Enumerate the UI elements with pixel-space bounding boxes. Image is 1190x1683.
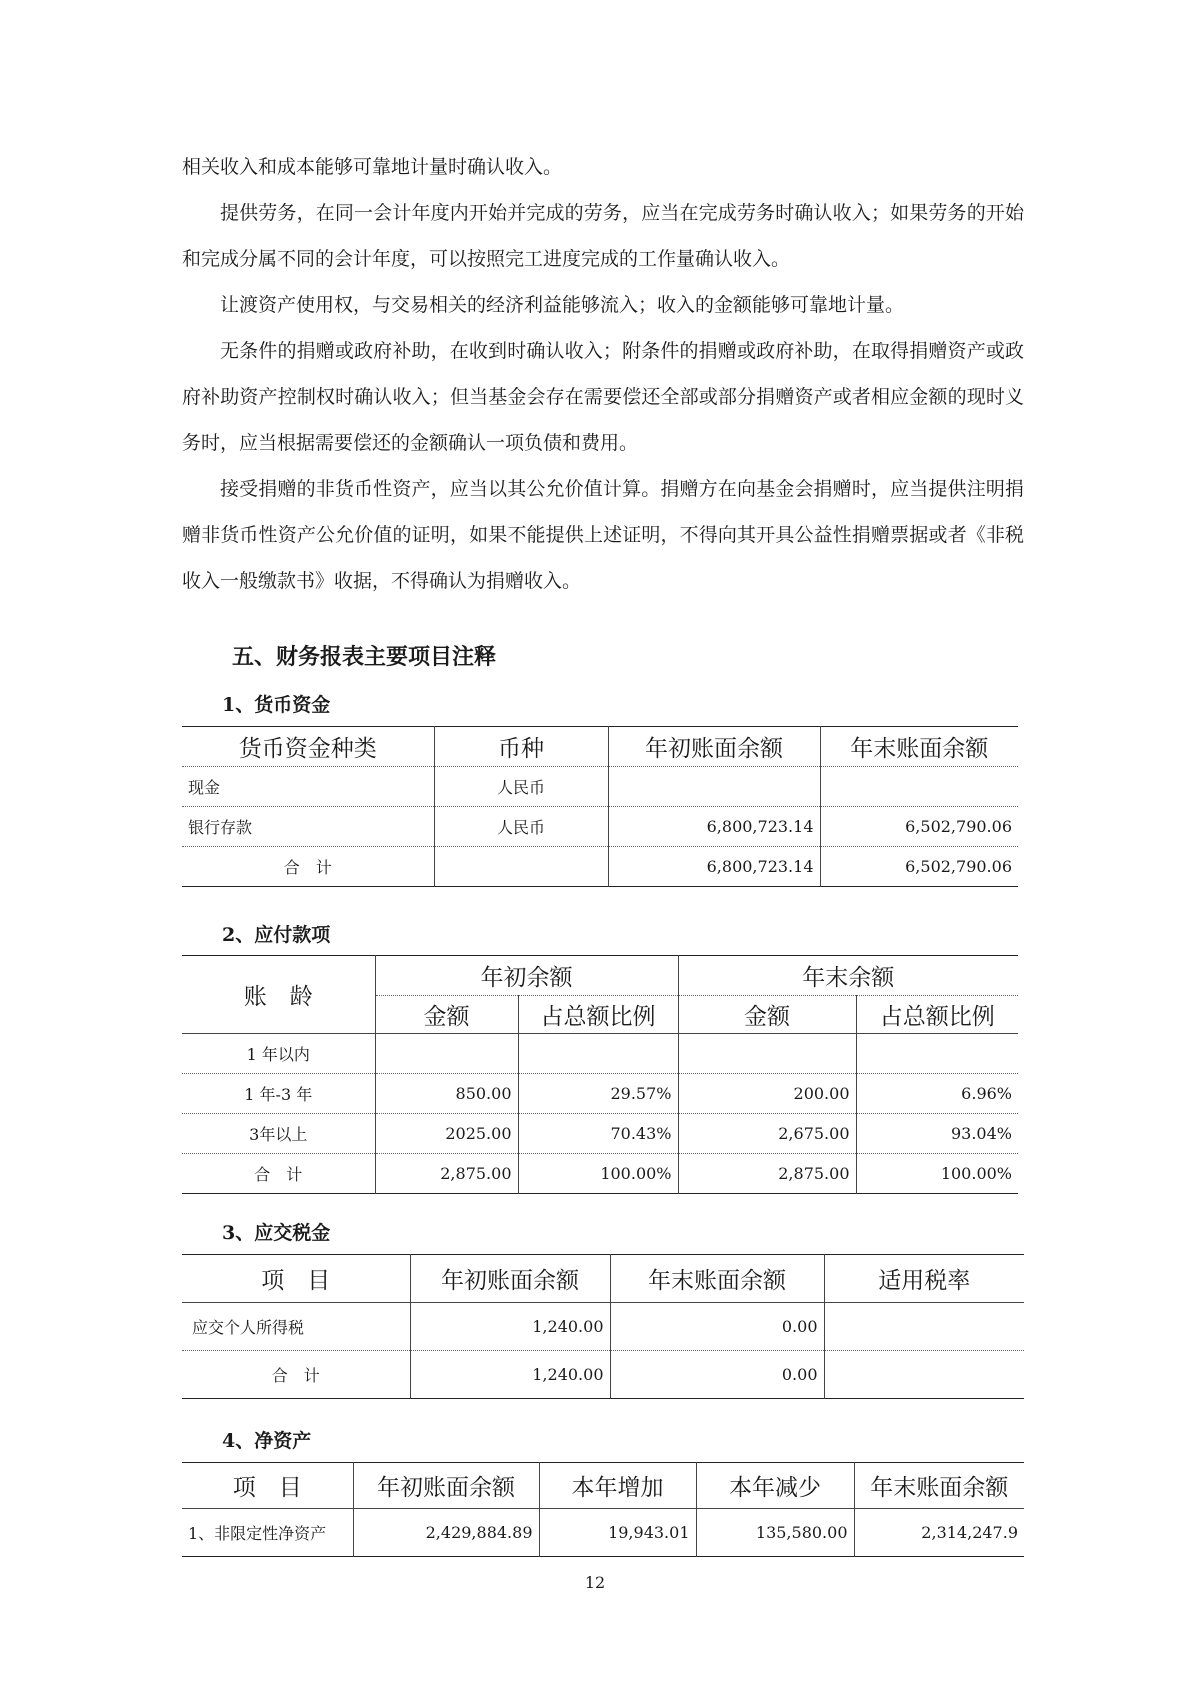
table-cell: 29.57% bbox=[518, 1074, 678, 1114]
header-cell: 项 目 bbox=[182, 1255, 410, 1303]
table-cell: 70.43% bbox=[518, 1114, 678, 1154]
table-total-row bbox=[182, 1154, 1018, 1194]
table-cell bbox=[678, 1034, 856, 1074]
table-cell: 6,800,723.14 bbox=[608, 807, 820, 847]
table-cell: 1,240.00 bbox=[410, 1303, 610, 1351]
table-cell bbox=[375, 1034, 518, 1074]
header-cell: 年末账面余额 bbox=[820, 727, 1018, 767]
header-cell-begin-balance: 年初余额 bbox=[375, 956, 678, 996]
table-cell: 100.00% bbox=[940, 1164, 1012, 1183]
table-title-taxes: 3、应交税金 bbox=[222, 1222, 331, 1244]
table-header-row bbox=[182, 956, 1018, 996]
table-cell: 0.00 bbox=[610, 1351, 824, 1399]
table-cell: 1、非限定性净资产 bbox=[182, 1509, 353, 1557]
header-cell: 年初账面余额 bbox=[608, 727, 820, 767]
table-cell: 合 计 bbox=[182, 1154, 375, 1194]
table-cell: 人民币 bbox=[434, 767, 608, 807]
table-header-row bbox=[182, 1463, 1024, 1509]
table-cell: 应交个人所得税 bbox=[182, 1303, 410, 1351]
table-cell bbox=[518, 1034, 678, 1074]
header-cell: 年初账面余额 bbox=[353, 1463, 539, 1509]
table-header-row bbox=[182, 727, 1018, 767]
table-cell: 200.00 bbox=[678, 1074, 856, 1114]
table-cell: 850.00 bbox=[375, 1074, 518, 1114]
table-cell: 1 年-3 年 bbox=[182, 1074, 375, 1114]
header-cell: 适用税率 bbox=[824, 1255, 1024, 1303]
table-row bbox=[182, 1074, 1018, 1114]
table-cell: 2,875.00 bbox=[375, 1154, 518, 1194]
taxes-table bbox=[182, 1254, 1024, 1399]
table-cell: 2,675.00 bbox=[678, 1114, 856, 1154]
table-cell: 2,875.00 bbox=[678, 1154, 856, 1194]
table-cell: 93.04% bbox=[856, 1114, 1018, 1154]
table-cell: 3年以上 bbox=[182, 1114, 375, 1154]
table-title-payables: 2、应付款项 bbox=[222, 924, 331, 946]
table-cell: 1 年以内 bbox=[182, 1034, 375, 1074]
table-cell: 0.00 bbox=[610, 1303, 824, 1351]
table-cell: 6,502,790.06 bbox=[820, 807, 1018, 847]
table-cell: 2,429,884.89 bbox=[353, 1509, 539, 1557]
table-cell: 6.96% bbox=[856, 1074, 1018, 1114]
header-cell: 年末账面余额 bbox=[610, 1255, 824, 1303]
header-cell: 年初账面余额 bbox=[410, 1255, 610, 1303]
table-row bbox=[182, 1509, 1024, 1557]
table-row bbox=[182, 767, 1018, 807]
header-cell: 币种 bbox=[434, 727, 608, 767]
header-cell: 年末账面余额 bbox=[854, 1463, 1024, 1509]
table-header-row bbox=[182, 1255, 1024, 1303]
table-total-row bbox=[182, 847, 1018, 887]
paragraph-donations: 无条件的捐赠或政府补助，在收到时确认收入；附条件的捐赠或政府补助，在取得捐赠资产或政府补助资产控制权时确认收入；但当基金会存在需要偿还全部或部分捐赠资产或者相应金额的现时义务时，应当根据需要偿还的金额确认一项负债和费用。 bbox=[182, 340, 1024, 454]
header-cell: 本年增加 bbox=[539, 1463, 696, 1509]
page-number: 12 bbox=[584, 1573, 606, 1592]
section-title: 五、财务报表主要项目注释 bbox=[232, 644, 497, 670]
paragraph-non-cash-donations: 接受捐赠的非货币性资产，应当以其公允价值计算。捐赠方在向基金会捐赠时，应当提供注明捐赠非货币性资产公允价值的证明，如果不能提供上述证明，不得向其开具公益性捐赠票据或者《非税收入一般缴款书》收据，不得确认为捐赠收入。 bbox=[182, 478, 1024, 592]
table-row bbox=[182, 1034, 1018, 1074]
header-cell: 项 目 bbox=[182, 1463, 353, 1509]
table-cell bbox=[434, 847, 608, 887]
header-cell-age: 账 龄 bbox=[182, 956, 375, 1034]
table-cell: 2,314,247.9 bbox=[921, 1523, 1018, 1542]
table-cell: 100.00% bbox=[518, 1154, 678, 1194]
net-assets-table bbox=[182, 1462, 1024, 1557]
header-cell-amount: 金额 bbox=[678, 996, 856, 1034]
cash-table bbox=[182, 726, 1018, 887]
table-cell: 人民币 bbox=[434, 807, 608, 847]
paragraph-asset-use-rights: 让渡资产使用权，与交易相关的经济利益能够流入；收入的金额能够可靠地计量。 bbox=[220, 294, 905, 316]
paragraph-revenue-recognition: 相关收入和成本能够可靠地计量时确认收入。 bbox=[182, 156, 563, 178]
table-cell: 合 计 bbox=[182, 1351, 410, 1399]
table-title-cash: 1、货币资金 bbox=[222, 694, 331, 716]
table-row bbox=[182, 1114, 1018, 1154]
table-cell: 现金 bbox=[182, 767, 434, 807]
header-cell: 货币资金种类 bbox=[182, 727, 434, 767]
header-cell: 本年减少 bbox=[696, 1463, 854, 1509]
table-row bbox=[182, 1303, 1024, 1351]
table-cell: 6,800,723.14 bbox=[608, 847, 820, 887]
header-cell-ratio: 占总额比例 bbox=[856, 996, 1018, 1034]
payables-table bbox=[182, 955, 1018, 1194]
table-cell bbox=[608, 767, 820, 807]
table-title-net-assets: 4、净资产 bbox=[222, 1430, 312, 1452]
table-cell bbox=[820, 767, 1018, 807]
table-total-row bbox=[182, 1351, 1024, 1399]
table-cell: 2025.00 bbox=[375, 1114, 518, 1154]
table-cell: 6,502,790.06 bbox=[905, 857, 1012, 876]
header-cell-amount: 金额 bbox=[375, 996, 518, 1034]
table-cell: 银行存款 bbox=[182, 807, 434, 847]
table-cell: 1,240.00 bbox=[410, 1351, 610, 1399]
header-cell-ratio: 占总额比例 bbox=[518, 996, 678, 1034]
header-cell-end-balance: 年末余额 bbox=[678, 956, 1018, 996]
table-cell: 19,943.01 bbox=[539, 1509, 696, 1557]
table-cell: 合 计 bbox=[182, 847, 434, 887]
table-cell bbox=[824, 1351, 1024, 1399]
table-cell: 135,580.00 bbox=[696, 1509, 854, 1557]
paragraph-services: 提供劳务，在同一会计年度内开始并完成的劳务，应当在完成劳务时确认收入；如果劳务的开始和完成分属不同的会计年度，可以按照完工进度完成的工作量确认收入。 bbox=[182, 202, 1024, 270]
table-cell bbox=[856, 1034, 1018, 1074]
table-row bbox=[182, 807, 1018, 847]
table-cell bbox=[824, 1303, 1024, 1351]
